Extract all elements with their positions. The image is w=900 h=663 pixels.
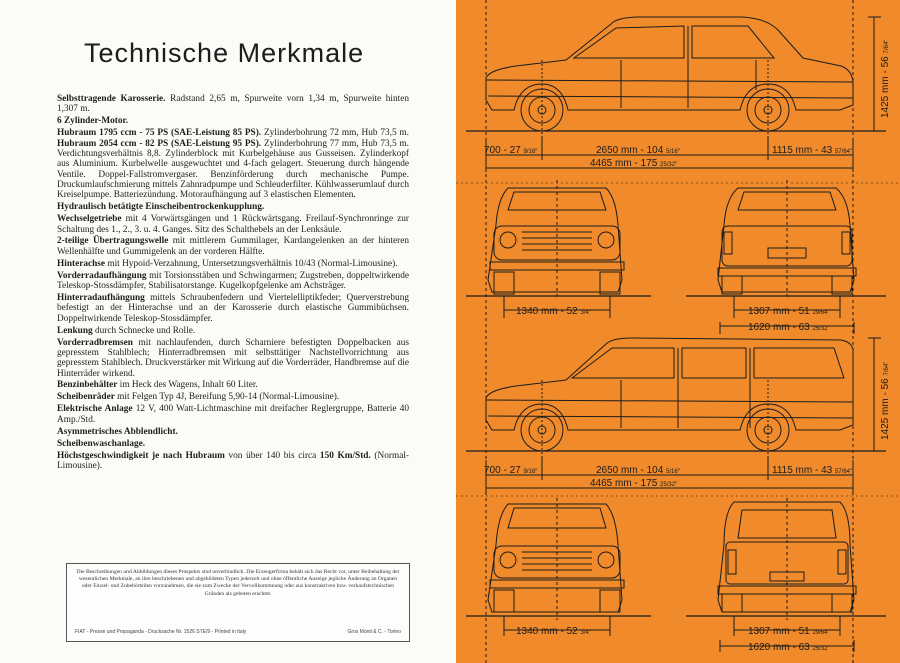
length-label: 4465 mm - 175 25/32"	[590, 158, 678, 169]
spec-item	[57, 293, 409, 324]
rear-overhang-label-2: 1115 mm - 43 57/64"	[772, 465, 853, 476]
front-overhang-label-2: 700 - 27 9/16"	[484, 465, 538, 476]
spec-text: im Heck des Wagens, Inhalt 60 Liter.	[117, 380, 258, 391]
spec-list	[57, 94, 409, 473]
disclaimer-box	[66, 563, 410, 642]
spec-heading: Selbsttragende Karosserie.	[57, 94, 166, 104]
spec-heading: 2-teilige Übertragungswelle	[57, 236, 169, 247]
height-label-2: 1425 mm - 56 7/64"	[880, 361, 891, 440]
width-label-2: 1620 mm - 63 25/32"	[748, 642, 830, 653]
spec-item	[57, 451, 409, 472]
spec-heading: Hinterradaufhängung	[57, 292, 145, 303]
spec-heading: Elektrische Anlage	[57, 404, 133, 415]
length-label-2: 4465 mm - 175 25/32"	[590, 478, 678, 489]
spec-text: mit Hypoid-Verzahnung, Untersetzungsverhältnis 10/43 (Normal-Limousine).	[105, 258, 398, 269]
spec-item	[57, 128, 409, 200]
spec-heading: Wechselgetriebe	[57, 214, 122, 225]
disclaimer-footer	[75, 629, 401, 635]
spec-text: Radstand 2,65 m, Spurweite vorn 1,34 m, Spurweite hinten 1,307 m.	[57, 94, 409, 115]
spec-item	[57, 326, 409, 336]
spec-text: durch Schnecke und Rolle.	[92, 325, 196, 336]
drawing-page	[456, 0, 900, 663]
spec-item	[57, 439, 409, 449]
spec-text: 12 V, 400 Watt-Lichtmaschine mit dreifacher Reglergruppe, Batterie 40 Amp./Std.	[57, 404, 409, 425]
spec-text: mit Torsionsstäben und Schwingarmen; Zugstreben, doppeltwirkende Teleskop-Stossdämpfer, Stabilisatorstange. Kugelkopfgelenke am Achsträger.	[57, 270, 409, 291]
spec-text: Zylinderbohrung 72 mm, Hub 73,5 m.	[261, 128, 409, 139]
spec-heading: Hubraum 2054 ccm - 82 PS (SAE-Leistung 95 PS).	[57, 138, 262, 149]
spec-heading: Scheibenwaschanlage.	[57, 438, 146, 449]
front-track-label: 1340 mm - 52 3/4"	[516, 306, 591, 317]
wheelbase-label-2: 2650 mm - 104 5/16"	[596, 465, 680, 476]
spec-text: Zylinderbohrung 77 mm, Hub 73,5 m. Verdichtungsverhältnis 8,8. Zylinderblock mit Kurbelgehäuse aus Gusseisen. Zylinderkopf aus Aluminium. Kurbelwelle ausgewuchtet und 4-fach gelagert. Steuerung durch hängende Ventile. Doppel-Fallstromvergaser. Benzinförderung durch mechanische Pumpe. Druckumlaufschmierung mittels Zahnradpumpe und Schleuderfilter. Kühlwasserumlauf durch Kreiselpumpe. Batteriezündung. Motoraufhängung auf 3 elastischen Elementen.	[57, 138, 409, 201]
printer-note: Gros Monti & C. - Torino	[347, 629, 401, 635]
spec-heading: 150 Km/Std.	[319, 450, 371, 461]
spec-heading: Vorderradbremsen	[57, 337, 133, 348]
spec-item	[57, 214, 409, 235]
spec-heading: Hinterachse	[57, 258, 106, 269]
spec-heading: Hubraum 1795 ccm - 75 PS (SAE-Leistung 85 PS).	[57, 128, 262, 139]
wagon-front-view	[466, 498, 651, 636]
rear-track-label-2: 1307 mm - 51 29/64"	[748, 626, 830, 637]
spec-heading: 6 Zylinder-Motor.	[57, 116, 129, 127]
spec-text: von über 140 bis circa	[224, 450, 320, 461]
spec-item	[57, 202, 409, 212]
rear-track-label: 1307 mm - 51 29/64"	[748, 306, 830, 317]
spec-item	[57, 259, 409, 269]
spec-item	[57, 427, 409, 437]
rear-overhang-label: 1115 mm - 43 57/64"	[772, 145, 853, 156]
spec-heading: Hydraulisch betätigte Einscheibentrockenkupplung.	[57, 202, 265, 213]
spec-item	[57, 116, 409, 126]
spec-text: mit mittlerem Gummilager, Kardangelenken an der hinteren Wellenhälfte und Gummigelenk an der vorderen Hälfte.	[57, 236, 409, 257]
width-label: 1620 mm - 63 25/32"	[748, 322, 830, 333]
dimension-drawings	[456, 0, 900, 663]
spec-text: mit nachlaufenden, durch Scharniere befestigten Doppelbacken aus gepresstem Stahlblech; Hinterradbremsen mit selbsttätiger Nachstellvorrichtung aus gepresstem Stahlblech. Druckverstärker mit Wirkung auf die Vorderräder, Handbremse auf die Hinterräder wirkend.	[57, 337, 409, 379]
sedan-front-view	[466, 180, 651, 318]
spec-text: mit 4 Vorwärtsgängen und 1 Rückwärtsgang. Freilauf-Synchronringe zur Schaltung des 1., 2., 3. u. 4. Ganges. Sitz des Schalthebels an der Lenksäule.	[57, 214, 409, 235]
spec-text: mittels Schraubenfedern und Viertelelliptikfeder; Querverstrebung befestigt an der Hinterachse und an der Karosserie durch elastische Gummibüchsen. Doppeltwirkende Teleskop-Stossdämpfer.	[57, 292, 409, 324]
spec-heading: Benzinbehälter	[57, 380, 118, 391]
spec-item	[57, 94, 409, 115]
spec-item	[57, 236, 409, 257]
spec-heading: Lenkung	[57, 325, 93, 336]
front-track-label-2: 1340 mm - 52 3/4"	[516, 626, 591, 637]
spec-heading: Vorderradaufhängung	[57, 270, 147, 281]
spec-text: mit Felgen Typ 4J, Bereifung 5,90-14 (Normal-Limousine).	[114, 392, 340, 403]
disclaimer-text: Die Beschreibungen und Abbildungen dieses Prospekts sind unverbindlich. Die Erzeugerfirma behält sich das Recht vor, unter Beibehaltung der wesentlichen Merkmale, an ihre beschriebenen und abgebildeten Typen jederzeit und ohne öffentliche Anzeige jegliche Änderung an Organen oder Einzel- und Zubehörteilen vorzunehmen, die sie zum Zwecke der Vervollkommnung oder aus konstruktiven bzw. verkaufstechnischen Gründen als geboten erachtet.	[76, 569, 400, 597]
spec-heading: Höchstgeschwindigkeit je nach Hubraum	[57, 450, 225, 461]
spec-text: (Normal-Limousine).	[57, 450, 410, 471]
wagon-side-view	[466, 338, 886, 451]
spec-item	[57, 392, 409, 402]
spec-item	[57, 271, 409, 292]
spec-item	[57, 380, 409, 390]
spec-heading: Asymmetrisches Abblendlicht.	[57, 426, 178, 437]
publisher-note: FIAT - Presse und Propaganda - Drucksache Nr. 1526 STE/9 - Printed in Italy	[75, 629, 247, 635]
sedan-side-view	[466, 17, 886, 131]
front-overhang-label: 700 - 27 9/16"	[484, 145, 538, 156]
page-title: Technische Merkmale	[84, 38, 365, 68]
wheelbase-label: 2650 mm - 104 5/16"	[596, 145, 680, 156]
spec-heading: Scheibenräder	[57, 392, 115, 403]
spec-item	[57, 338, 409, 379]
height-label: 1425 mm - 56 7/64"	[880, 39, 891, 118]
spec-item	[57, 404, 409, 425]
